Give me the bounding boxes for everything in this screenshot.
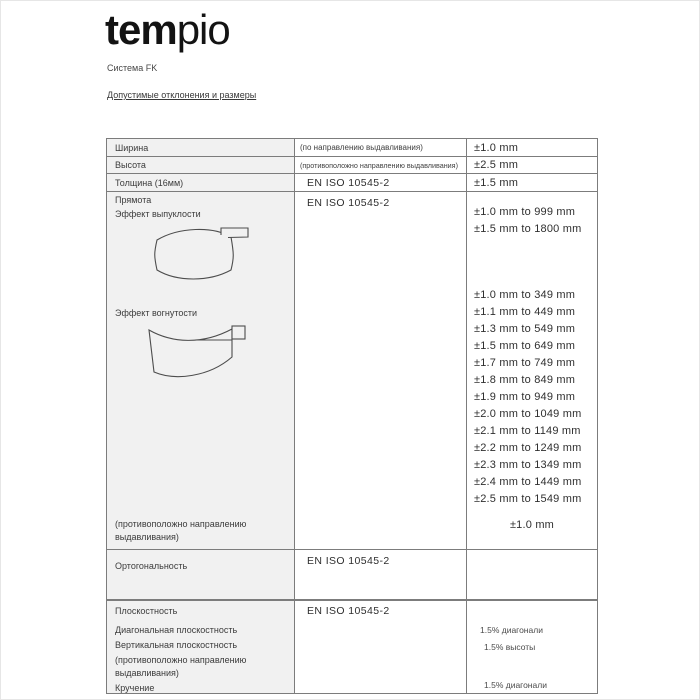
- flatness-title: Плоскостность: [115, 606, 178, 616]
- method-note: (по направлению выдавливания): [300, 143, 423, 152]
- tolerance-table: [106, 138, 598, 694]
- tolerance-value: ±1.5 mm to 1800 mm: [474, 223, 582, 235]
- row-label: Толщина (16мм): [115, 177, 184, 188]
- table-row-orthogonality: [107, 550, 597, 600]
- cell-thickness-method: [295, 174, 467, 191]
- table-row-thickness: [107, 174, 597, 192]
- cell-thickness-value: [467, 174, 597, 191]
- tolerance-value: ±2.5 mm to 1549 mm: [474, 493, 582, 505]
- tolerance-value: ±2.2 mm to 1249 mm: [474, 442, 582, 454]
- vertical-flatness-subnote: (противоположно направлению выдавливания): [115, 655, 247, 678]
- concave-tolerance-values: [474, 287, 581, 508]
- torsion-value: 1.5% диагонали: [484, 680, 547, 690]
- cell-straightness-values: [467, 192, 597, 549]
- standard-ref: EN ISO 10545-2: [307, 176, 390, 189]
- tolerance-value: ±1.5 mm: [474, 176, 519, 189]
- cell-flatness-label: [107, 601, 295, 693]
- system-label: Система FK: [107, 63, 158, 73]
- tolerance-value: ±1.0 mm to 999 mm: [474, 206, 576, 218]
- tolerance-value: ±1.0 mm to 349 mm: [474, 289, 576, 301]
- tolerance-value: ±2.5 mm: [474, 159, 519, 171]
- cell-straightness-label: [107, 192, 295, 549]
- tolerance-value: ±1.9 mm to 949 mm: [474, 391, 576, 403]
- cell-width-label: [107, 139, 295, 156]
- tolerance-value: ±2.0 mm to 1049 mm: [474, 408, 582, 420]
- cell-height-method: [295, 157, 467, 173]
- row-label: Ортогональность: [115, 561, 188, 571]
- logo-light-part: pio: [176, 6, 230, 53]
- tolerance-value: ±1.0 mm: [474, 141, 519, 154]
- cell-height-label: [107, 157, 295, 173]
- cell-flatness-values: [467, 601, 597, 693]
- cell-thickness-label: [107, 174, 295, 191]
- tolerance-value: ±1.8 mm to 849 mm: [474, 374, 576, 386]
- opposite-direction-note: (противоположно направлению выдавливания): [115, 519, 247, 542]
- deviations-and-sizes-link[interactable]: Допустимые отклонения и размеры: [107, 90, 257, 100]
- table-row-height: [107, 157, 597, 174]
- convex-tolerance-values: [474, 204, 581, 238]
- standard-ref: EN ISO 10545-2: [307, 197, 390, 209]
- tolerance-value: ±2.3 mm to 1349 mm: [474, 459, 582, 471]
- tolerance-value: ±1.3 mm to 549 mm: [474, 323, 576, 335]
- cell-width-value: [467, 139, 597, 156]
- vertical-flatness-value: 1.5% высоты: [484, 642, 536, 652]
- row-label: Высота: [115, 160, 146, 170]
- cell-orthogonality-method: [295, 550, 467, 599]
- tolerance-value: ±1.5 mm to 649 mm: [474, 340, 576, 352]
- cell-orthogonality-value: [467, 550, 597, 599]
- opposite-tolerance-value: ±1.0 mm: [509, 519, 555, 531]
- diagonal-flatness-label: Диагональная плоскостность: [115, 625, 238, 635]
- standard-ref: EN ISO 10545-2: [307, 605, 390, 617]
- convex-panel-diagram: [151, 224, 253, 284]
- straightness-title: Прямота: [115, 195, 152, 205]
- table-row-flatness: [107, 600, 597, 693]
- convex-effect-label: Эффект выпуклости: [115, 209, 201, 219]
- cell-straightness-method: [295, 192, 467, 549]
- table-row-straightness: [107, 192, 597, 550]
- cell-orthogonality-label: [107, 550, 295, 599]
- row-label: Ширина: [115, 142, 149, 153]
- concave-panel-diagram: [147, 323, 249, 385]
- brand-logo: [105, 7, 230, 53]
- logo-bold-part: tem: [105, 6, 177, 53]
- cell-flatness-method: [295, 601, 467, 693]
- tolerance-value: ±1.1 mm to 449 mm: [474, 306, 576, 318]
- table-row-width: [107, 139, 597, 157]
- cell-height-value: [467, 157, 597, 173]
- torsion-label: Кручение: [115, 683, 155, 693]
- diagonal-flatness-value: 1.5% диагонали: [480, 625, 543, 635]
- tolerance-value: ±1.7 mm to 749 mm: [474, 357, 576, 369]
- tolerance-value: ±2.4 mm to 1449 mm: [474, 476, 582, 488]
- concave-effect-label: Эффект вогнутости: [115, 308, 198, 318]
- vertical-flatness-label: Вертикальная плоскостность: [115, 640, 238, 650]
- standard-ref: EN ISO 10545-2: [307, 555, 390, 567]
- method-note: (противоположно направлению выдавливания): [300, 160, 458, 170]
- cell-width-method: [295, 139, 467, 156]
- tolerance-value: ±2.1 mm to 1149 mm: [474, 425, 581, 437]
